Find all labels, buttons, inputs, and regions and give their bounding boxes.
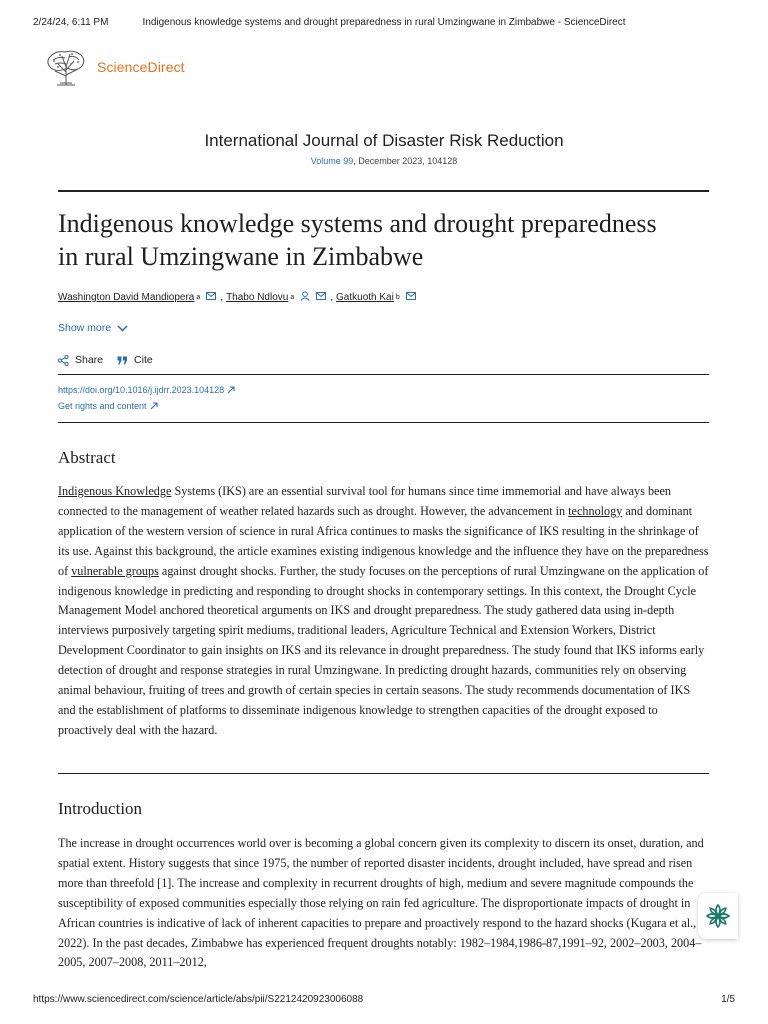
share-icon bbox=[58, 355, 69, 366]
mail-icon[interactable] bbox=[406, 292, 416, 303]
introduction-heading: Introduction bbox=[58, 799, 143, 818]
author-affiliation-3[interactable]: b bbox=[395, 294, 400, 301]
author-name-2[interactable]: Thabo Ndlovu bbox=[226, 292, 289, 303]
print-datetime: 2/24/24, 6:11 PM bbox=[33, 17, 109, 28]
show-more-label: Show more bbox=[58, 322, 112, 334]
brand-name: ScienceDirect bbox=[97, 59, 185, 75]
print-footer-url: https://www.sciencedirect.com/science/article/abs/pii/S2212420923006088 bbox=[33, 994, 364, 1005]
cite-button[interactable] bbox=[117, 354, 153, 366]
author-separator: , bbox=[220, 292, 224, 303]
cite-label: Cite bbox=[134, 354, 153, 366]
sciencedirect-logo[interactable] bbox=[45, 48, 185, 86]
article-title bbox=[58, 207, 718, 273]
journal-name[interactable]: International Journal of Disaster Risk Reduction bbox=[204, 131, 564, 150]
abstract-link-vulnerable-groups[interactable]: vulnerable groups bbox=[71, 563, 159, 578]
ai-assistant-icon bbox=[705, 903, 731, 929]
abstract-text bbox=[58, 482, 710, 741]
rights-link[interactable] bbox=[58, 401, 158, 411]
article-title-line-2: in rural Umzingwane in Zimbabwe bbox=[58, 242, 424, 271]
author-list bbox=[58, 291, 419, 304]
show-more-button[interactable] bbox=[58, 322, 128, 334]
chevron-down-icon bbox=[117, 325, 128, 332]
share-label: Share bbox=[75, 354, 104, 366]
volume-details: , December 2023, 104128 bbox=[353, 156, 458, 166]
mail-icon[interactable] bbox=[316, 292, 326, 303]
abstract-divider bbox=[58, 773, 709, 774]
doi-link[interactable] bbox=[58, 385, 235, 395]
author-affiliation-1[interactable]: a bbox=[196, 294, 201, 301]
share-button[interactable] bbox=[58, 354, 103, 366]
author-affiliation-2[interactable]: a bbox=[290, 294, 295, 301]
abstract-text-part-3: against drought shocks. Further, the study focuses on the perceptions of rural Umzingwane on the application of indigenous knowledge in predicting and responding to drought shocks in contemporary settings. In this context, the Drought Cycle Management Model anchored theoretical arguments on IKS and drought preparedness. The study gathered data using in-depth interviews purposively targeting spirit mediums, traditional leaders, Agriculture Technical and Extension Workers, District Development Coordinator to gain insights on IKS and its relevance in drought preparedness. The study found that IKS informs early detection of drought and response strategies in rural Umzingwane. In predicting drought hazards, communities rely on observing animal behaviour, fruiting of trees and growth of certain species in certain seasons. The study recommends documentation of IKS and the establishment of platforms to disseminate indigenous knowledge to strengthen capacities of the drought exposed to proactively deal with the hazard. bbox=[58, 563, 709, 737]
abstract-text-part-2: and dominant application of the western version of science in rural Africa continues to masks the significance of IKS resulting in the shrinkage of its use. Against this background, the article examines existing indigenous knowledge and the influence they have on the preparedness of bbox=[58, 503, 709, 578]
abstract-heading: Abstract bbox=[58, 448, 116, 467]
external-link-icon bbox=[227, 386, 235, 394]
actions-divider bbox=[58, 374, 709, 375]
introduction-text: The increase in drought occurrences world over is becoming a global concern given its complexity to discern its onset, duration, and spatial extent. History suggests that since 1975, the number of reported disaster incidents, drought included, have spread and risen more than threefold [1]. The increase and complexity in recurrent droughts of high, medium and severe magnitude compounds the susceptibility of exposed communities especially those relying on rain fed agriculture. The disproportionate impacts of drought in African countries is indicative of lack of inherent capacities to prepare and proactively respond to the hazard shocks (Kugara et al., 2022). In the past decades, Zimbabwe has experienced frequent droughts notably: 1982–1984,1986-87,1991–92, 2002–2003, 2004–2005, 2007–2008, 2011–2012, bbox=[58, 836, 704, 970]
author-name-1[interactable]: Washington David Mandiopera bbox=[58, 292, 195, 303]
quote-icon bbox=[117, 356, 128, 365]
abstract-link-technology[interactable]: technology bbox=[568, 503, 623, 518]
author-separator: , bbox=[330, 292, 334, 303]
article-title-line-1: Indigenous knowledge systems and drought preparedness bbox=[58, 209, 657, 238]
print-page-number: 1/5 bbox=[721, 994, 735, 1005]
abstract-text-part-1: Systems (IKS) are an essential survival tool for humans since time immemorial and have always been connected to the management of weather related hazards such as drought. However, the advancement in bbox=[58, 484, 671, 518]
article-actions bbox=[58, 354, 167, 366]
doi-text: https://doi.org/10.1016/j.ijdrr.2023.104128 bbox=[58, 385, 225, 395]
abstract-link-indigenous-knowledge[interactable]: Indigenous Knowledge bbox=[58, 484, 172, 498]
journal-volume-info bbox=[0, 156, 768, 166]
header-divider bbox=[58, 190, 709, 192]
external-link-icon bbox=[150, 402, 158, 410]
rights-text: Get rights and content bbox=[58, 401, 147, 411]
elsevier-tree-icon bbox=[45, 48, 87, 86]
print-page-title: Indigenous knowledge systems and drought preparedness in rural Umzingwane in Zimbabwe - ScienceDirect bbox=[142, 17, 626, 28]
mail-icon[interactable] bbox=[206, 292, 216, 303]
person-icon[interactable] bbox=[300, 291, 310, 304]
ai-assistant-button[interactable] bbox=[698, 893, 738, 939]
links-divider bbox=[58, 422, 709, 423]
volume-link[interactable]: Volume 99 bbox=[310, 156, 354, 166]
author-name-3[interactable]: Gatkuoth Kai bbox=[336, 292, 394, 303]
